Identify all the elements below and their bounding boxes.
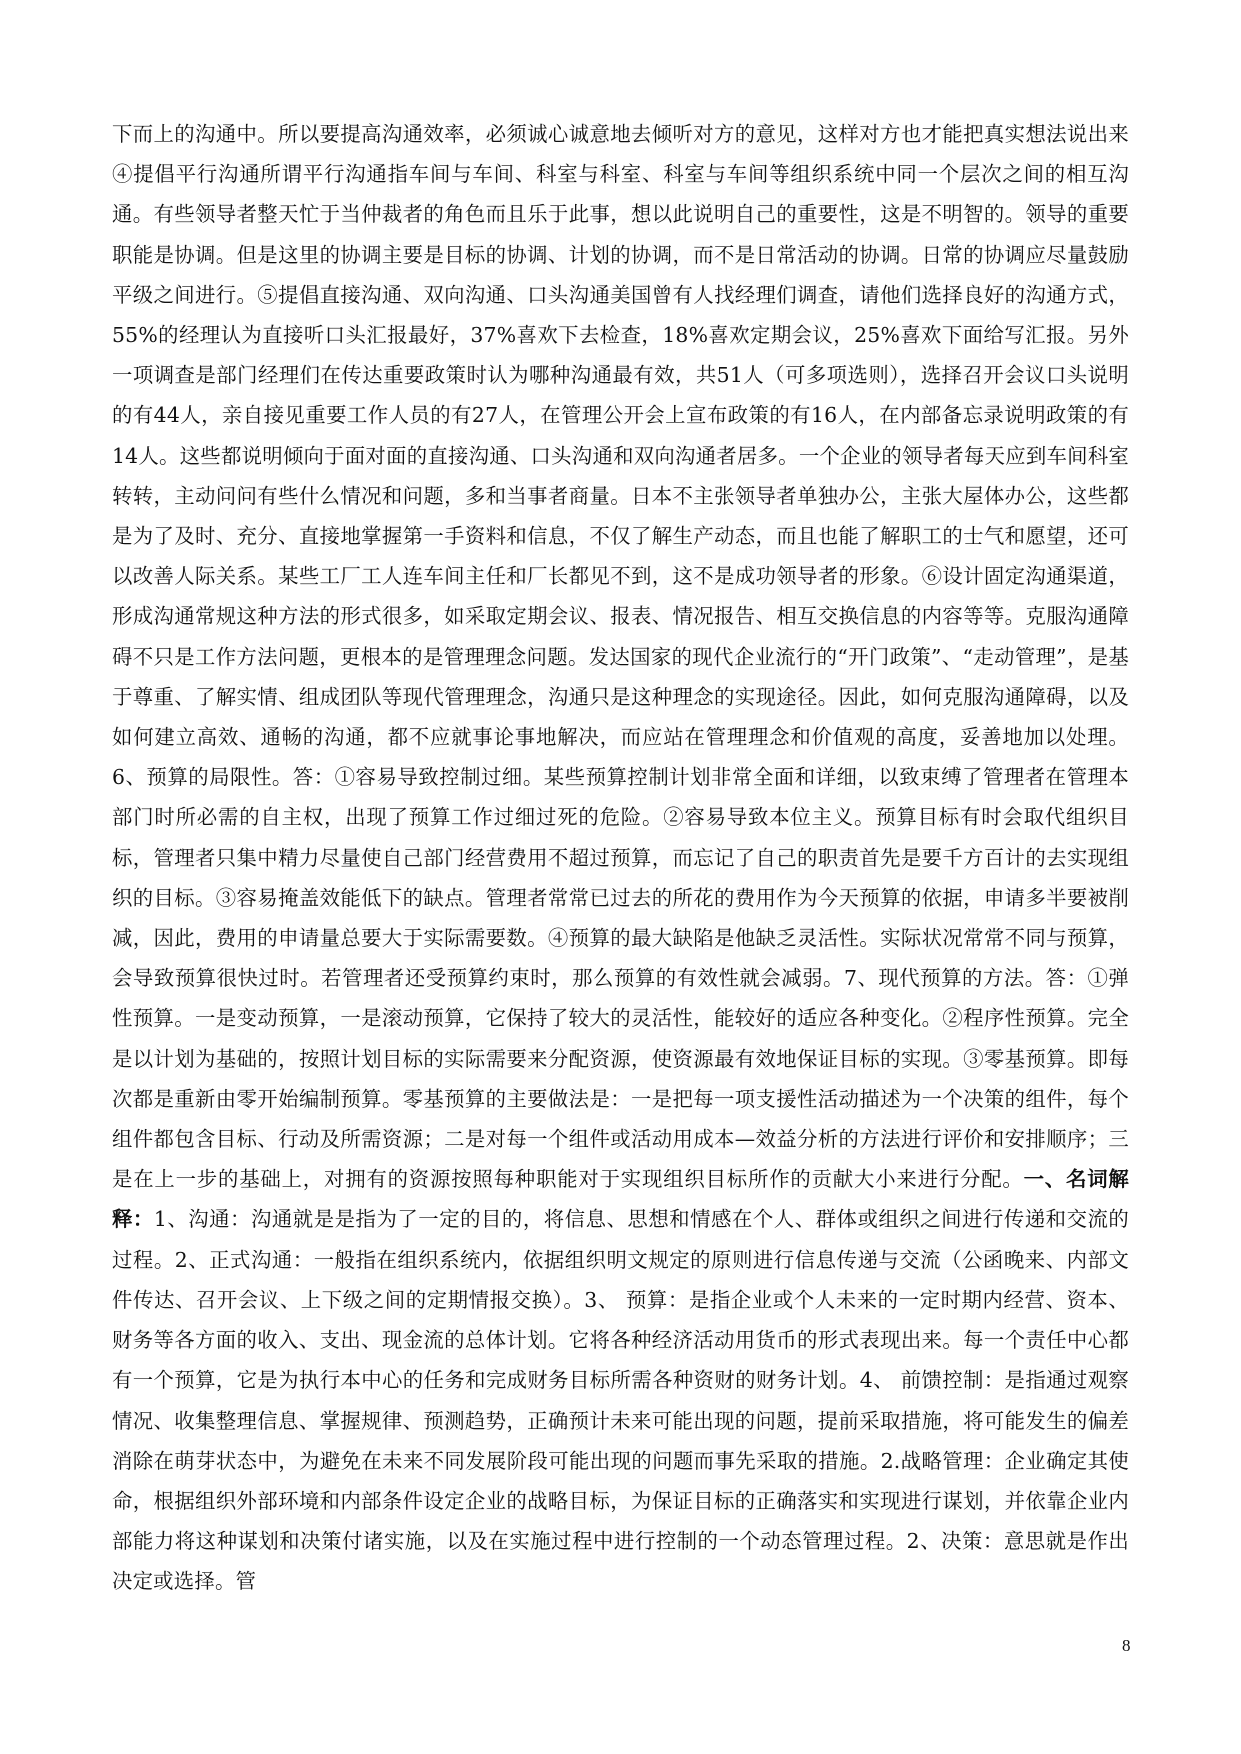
section-heading: 一、名词解释： (112, 1167, 1129, 1232)
body-paragraph-part1: 下而上的沟通中。所以要提高沟通效率，必须诚心诚意地去倾听对方的意见，这样对方也才能把真实想法说出来④提倡平行沟通所谓平行沟通指车间与车间、科室与科室、科室与车间等组织系统中同一个层次之间的相互沟通。有些领导者整天忙于当仲裁者的角色而且乐于此事，想以此说明自己的重要性，这是不明智的。领导的重要职能是协调。但是这里的协调主要是目标的协调、计划的协调，而不是日常活动的协调。日常的协调应尽量鼓励平级之间进行。⑤提倡直接沟通、双向沟通、口头沟通美国曾有人找经理们调查，请他们选择良好的沟通方式，55%的经理认为直接听口头汇报最好，37%喜欢下去检查，18%喜欢定期会议，25%喜欢下面给写汇报。另外一项调查是部门经理们在传达重要政策时认为哪种沟通最有效，共51人（可多项选则），选择召开会议口头说明的有44人，亲自接见重要工作人员的有27人，在管理公开会上宣布政策的有16人，在内部备忘录说明政策的有14人。这些都说明倾向于面对面的直接沟通、口头沟通和双向沟通者居多。一个企业的领导者每天应到车间科室转转，主动问问有些什么情况和问题，多和当事者商量。日本不主张领导者单独办公，主张大屋体办公，这些都是为了及时、充分、直接地掌握第一手资料和信息，不仅了解生产动态，而且也能了解职工的士气和愿望，还可以改善人际关系。某些工厂工人连车间主任和厂长都见不到，这不是成功领导者的形象。⑥设计固定沟通渠道，形成沟通常规这种方法的形式很多，如采取定期会议、报表、情况报告、相互交换信息的内容等等。克服沟通障碍不只是工作方法问题，更根本的是管理理念问题。发达国家的现代企业流行的“开门政策”、“走动管理”，是基于尊重、了解实情、组成团队等现代管理理念，沟通只是这种理念的实现途径。因此，如何克服沟通障碍，以及如何建立高效、通畅的沟通，都不应就事论事地解决，而应站在管理理念和价值观的高度，妥善地加以处理。6、预算的局限性。答：①容易导致控制过细。某些预算控制计划非常全面和详细，以致束缚了管理者在管理本部门时所必需的自主权，出现了预算工作过细过死的危险。②容易导致本位主义。预算目标有时会取代组织目标，管理者只集中精力尽量使自己部门经营费用不超过预算，而忘记了自己的职责首先是要千方百计的去实现组织的目标。③容易掩盖效能低下的缺点。管理者常常已过去的所花的费用作为今天预算的依据，申请多半要被削减，因此，费用的申请量总要大于实际需要数。④预算的最大缺陷是他缺乏灵活性。实际状况常常不同与预算，会导致预算很快过时。若管理者还受预算约束时，那么预算的有效性就会减弱。7、现代预算的方法。答：①弹性预算。一是变动预算，一是滚动预算，它保持了较大的灵活性，能较好的适应各种变化。②程序性预算。完全是以计划为基础的，按照计划目标的实际需要来分配资源，使资源最有效地保证目标的实现。③零基预算。即每次都是重新由零开始编制预算。零基预算的主要做法是：一是把每一项支援性活动描述为一个决策的组件，每个组件都包含目标、行动及所需资源；二是对每一个组件或活动用成本—效益分析的方法进行评价和安排顺序；三是在上一步的基础上，对拥有的资源按照每种职能对于实现组织目标所作的贡献大小来进行分配。 (112, 122, 1129, 1192)
page-number: 8 (1122, 1636, 1131, 1655)
body-paragraph-part2: 1、沟通：沟通就是是指为了一定的目的，将信息、思想和情感在个人、群体或组织之间进行传递和交流的过程。2、正式沟通：一般指在组织系统内，依据组织明文规定的原则进行信息传递与交流（公函晚来、内部文件传达、召开会议、上下级之间的定期情报交换）。3、 预算：是指企业或个人未来的一定时期内经营、资本、财务等各方面的收入、支出、现金流的总体计划。它将各种经济活动用货币的形式表现出来。每一个责任中心都有一个预算，它是为执行本中心的任务和完成财务目标所需各种资财的财务计划。4、 前馈控制：是指通过观察情况、收集整理信息、掌握规律、预测趋势，正确预计未来可能出现的问题，提前采取措施，将可能发生的偏差消除在萌芽状态中，为避免在未来不同发展阶段可能出现的问题而事先采取的措施。2.战略管理：企业确定其使命，根据组织外部环境和内部条件设定企业的战略目标，为保证目标的正确落实和实现进行谋划，并依靠企业内部能力将这种谋划和决策付诸实施，以及在实施过程中进行控制的一个动态管理过程。2、决策：意思就是作出决定或选择。管 (112, 1207, 1129, 1594)
body-text (112, 114, 1129, 1602)
